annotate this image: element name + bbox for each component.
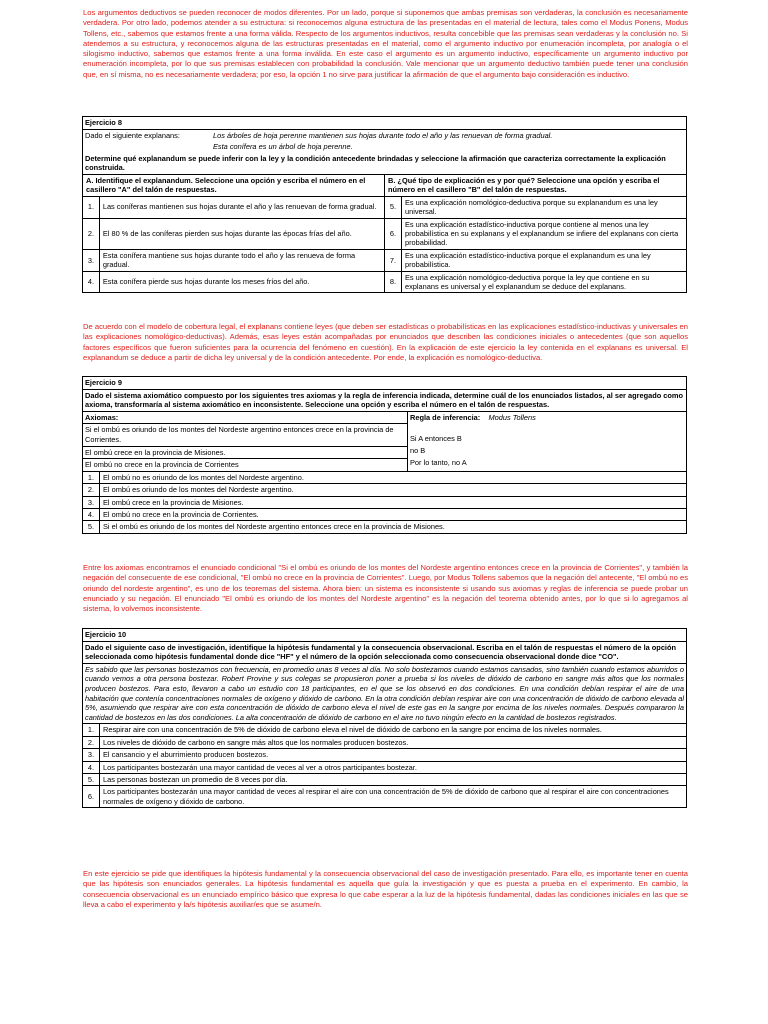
exercise-8-instruction: Determine qué explanandum se puede inferir con la ley y la condición antecedente brindadas y seleccione la afirmación que caracteriza correctamente la explicación construida. [83,153,686,175]
option-a-text: El 80 % de las coníferas pierden sus hojas durante las épocas frías del año. [99,218,384,249]
exercise-8-box [82,116,687,293]
option-text: Los niveles de dióxido de carbono en sangre más altos que los normales producen bostezos. [100,736,687,748]
axiom-item: El ombú no crece en la provincia de Corrientes [83,458,407,471]
option-text: El ombú no crece en la provincia de Corrientes. [100,508,687,520]
option-number: 1. [83,724,100,736]
explanation-paragraph-4: En este ejercicio se pide que identifiques la hipótesis fundamental y la consecuencia observacional del caso de investigación presentado. Para ello, es importante tener en cuenta que las hipótesis son enunciados generales. La hipótesis fundamental es aquella que guía la investigación y que es puesta a prueba en el experimento. En cambio, la consecuencia observacional es un enunciado empírico básico que expresa lo que cabe esperar a la luz de la hipótesis fundamental, dadas las condiciones iniciales en las que se lleva a cabo el experimento y la/s hipótesis auxiliar/es que se asume/n. [83,869,688,909]
given-label: Dado el siguiente explanans: [85,130,180,140]
option-text: Si el ombú es oriundo de los montes del Nordeste argentino entonces crece en la provincia de Misiones. [100,521,687,533]
option-a-text: Esta conífera mantiene sus hojas durante todo el año y las renueva de forma gradual. [99,249,384,271]
option-number: 2. [83,736,100,748]
axioms-section [83,412,686,472]
list-item [83,736,686,748]
exercise-8-given [83,130,686,142]
list-item [83,472,686,484]
option-number: 6. [83,786,100,807]
exercise-9-options [83,472,686,533]
option-number: 3. [83,249,99,271]
option-number: 2. [83,484,100,496]
option-number: 4. [83,761,100,773]
list-item [83,786,686,807]
option-number: 5. [83,773,100,785]
option-number: 3. [83,749,100,761]
option-a-text: Esta conífera pierde sus hojas durante los meses fríos del año. [99,271,384,292]
option-number: 7. [384,249,401,271]
list-item [83,724,686,736]
option-b-text: Es una explicación nomológico-deductiva porque la ley que contiene en su explanans es universal y el explanandum se deduce del explanans. [401,271,686,292]
table-row [83,271,686,292]
exercise-9-instruction: Dado el sistema axiomático compuesto por los siguientes tres axiomas y la regla de inferencia indicada, determine cuál de los enunciados listados, al ser agregado como axioma, transformaría al sistema axiomático en inconsistente. Seleccione una opción y escriba el número en el talón de respuestas. [83,390,686,412]
option-text: El ombú es oriundo de los montes del Nordeste argentino. [100,484,687,496]
table-row [83,218,686,249]
axiom-item: El ombú crece en la provincia de Misiones. [83,446,407,459]
option-number: 1. [83,196,99,218]
axioms-label: Axiomas: [85,412,119,422]
option-text: El ombú crece en la provincia de Misiones. [100,496,687,508]
table-row [83,249,686,271]
column-a-header: A. Identifique el explanandum. Seleccione una opción y escriba el número en el casillero "A" del talón de respuestas. [83,175,384,196]
option-b-text: Es una explicación estadístico-inductiva porque el explanandum es una ley probabilística. [401,249,686,271]
explanation-paragraph-2: De acuerdo con el modelo de cobertura legal, el explanans contiene leyes (que deben ser estadísticas o probabilísticas en las explicaciones estadístico-inductivas y universales en las explicaciones nomológico-deductivas). Además, esas leyes están acompañadas por enunciados que describen las condiciones iniciales o antecedentes (que son aquellos factores específicos que fueron suficientes para la ocurrencia del fenómeno en cuestión). En la explicación de este ejercicio la ley contenida en el explanans es universal. El explanandum se deduce a partir de dicha ley universal y de la condición antecedente. Por ende, la explicación es nomológico-deductiva. [83,322,688,362]
column-b-header: B. ¿Qué tipo de explicación es y por qué? Seleccione una opción y escriba el número en el casillero "B" del talón de respuestas. [384,175,686,196]
list-item [83,508,686,520]
exercise-10-instruction: Dado el siguiente caso de investigación, identifique la hipótesis fundamental y la consecuencia observacional. Escriba en el talón de respuestas el número de la opción seleccionada como hipótesis fundamental donde dice "HF" y el número de la opción seleccionada como consecuencia observacional donde dice "CO". [83,642,686,664]
research-case: Es sabido que las personas bostezamos con frecuencia, en promedio unas 8 veces al día. No solo bostezamos cuando estamos cansados, sino también cuando estamos aburridos o cuando vemos a otra persona bostezar. Robert Provine y sus colegas se propusieron poner a prueba si los niveles de dióxido de carbono en sangre más altos que los normales producen bostezos. Para esto, llevaron a cabo un estudio con 18 participantes, en el que se los observó en dos condiciones. En una condición debían respirar el aire de una habitación que contenía concentraciones normales de oxígeno y dióxido de carbono. En la otra condición debían respirar aire con una concentración de dióxido de carbono elevada al 5%, asumiendo que respirar aire con esta concentración de dióxido de carbono eleva el nivel de este gas en la sangre por encima de los niveles normales. Después compararon la cantidad de bostezos en las dos condiciones. La alta concentración de dióxido de carbono en el aire no tuvo ningún efecto en la cantidad de bostezos registrados. [83,664,686,725]
list-item [83,749,686,761]
axioms-column [83,412,408,471]
exercise-10-box [82,628,687,808]
list-item [83,773,686,785]
option-b-text: Es una explicación estadístico-inductiva porque contiene al menos una ley probabilística en su explanans y el explanandum se infiere del explanans con cierta probabilidad. [401,218,686,249]
list-item [83,484,686,496]
option-number: 6. [384,218,401,249]
exercise-10-title: Ejercicio 10 [83,629,686,642]
option-text: El cansancio y el aburrimiento producen bostezos. [100,749,687,761]
given-line-2: Esta conífera es un árbol de hoja perenne. [213,142,353,152]
option-number: 5. [83,521,100,533]
option-number: 4. [83,271,99,292]
option-number: 5. [384,196,401,218]
option-number: 4. [83,508,100,520]
exercise-8-title: Ejercicio 8 [83,117,686,130]
option-number: 8. [384,271,401,292]
option-b-text: Es una explicación nomológico-deductiva porque su explanandum es una ley universal. [401,196,686,218]
option-text: Los participantes bostezarán una mayor cantidad de veces al ver a otros participantes bostezar. [100,761,687,773]
rule-label: Regla de inferencia: [410,412,481,422]
exercise-8-table [83,175,686,292]
exercise-9-box [82,376,687,534]
option-a-text: Las coníferas mantienen sus hojas durante el año y las renuevan de forma gradual. [99,196,384,218]
list-item [83,496,686,508]
rule-column [408,412,686,471]
option-text: Las personas bostezan un promedio de 8 veces por día. [100,773,687,785]
rule-line: no B [410,445,426,455]
option-number: 2. [83,218,99,249]
exercise-10-options [83,724,686,807]
rule-line: Si A entonces B [410,434,462,444]
list-item [83,521,686,533]
explanation-paragraph-3: Entre los axiomas encontramos el enunciado condicional "Si el ombú es oriundo de los montes del Nordeste argentino entonces crece en la provincia de Corrientes", y también la negación del consecuente de ese condicional, "El ombú no crece en la provincia de Corrientes". Luego, por Modus Tollens sabemos que la negación del antecente, "El ombú no es oriundo del nordeste argentino", es uno de los teoremas del sistema. Ahora bien: un sistema es inconsistente si usando sus axiomas y reglas de inferencia se puede probar un enunciado y su negación. El enunciado "El ombú es oriundo de los montes del Nordeste argentino" es la negación del teorema obtenido antes, por lo que si lo agregamos al sistema, lo volvemos inconsistente. [83,563,688,614]
option-text: Respirar aire con una concentración de 5% de dióxido de carbono eleva el nivel de dióxido de carbono en la sangre por encima de los niveles normales. [100,724,687,736]
list-item [83,761,686,773]
rule-name: Modus Tollens [488,412,536,422]
option-text: El ombú no es oriundo de los montes del Nordeste argentino. [100,472,687,484]
axiom-item: Si el ombú es oriundo de los montes del Nordeste argentino entonces crece en la provincia de Corrientes. [83,423,407,445]
option-number: 3. [83,496,100,508]
option-text: Los participantes bostezarán una mayor cantidad de veces al respirar el aire con una concentración de 5% de dióxido de carbono que al respirar el aire con concentraciones normales de oxígeno y dióxido de carbono. [100,786,687,807]
explanation-paragraph-1: Los argumentos deductivos se pueden reconocer de modos diferentes. Por un lado, porque si suponemos que ambas premisas son verdaderas, la conclusión es necesariamente verdadera. Por otro lado, podemos atender a su estructura: si reconocemos alguna estructura de las presentadas en el material de lectura, tales como el Modus Ponens, Modus Tollens, etc., sabemos que estamos frente a una forma válida. Respecto de los argumentos inductivos, resulta concebible que las premisas sean verdaderas y la conclusión no. Si atendemos a su estructura, y reconocemos alguna de las estructuras presentadas en el material, como el argumento inductivo por enumeración incompleta, por analogía o el silogismo inductivo, sabemos que estamos frente a una forma inválida. En este caso el argumento es un argumento inductivo, específicamente un argumento inductivo por enumeración incompleta, por lo que sus premisas establecen con probabilidad la conclusión. Vale mencionar que un argumento deductivo también puede tener una conclusión que, en sí misma, no es necesariamente verdadera; por eso, la opción 1 no sirve para justificar la afirmación de que el argumento bajo consideración es inductivo. [83,8,688,79]
given-line-1: Los árboles de hoja perenne mantienen sus hojas durante todo el año y las renuevan de forma gradual. [213,130,553,140]
option-number: 1. [83,472,100,484]
rule-line: Por lo tanto, no A [410,457,467,467]
table-row [83,196,686,218]
exercise-9-title: Ejercicio 9 [83,377,686,390]
